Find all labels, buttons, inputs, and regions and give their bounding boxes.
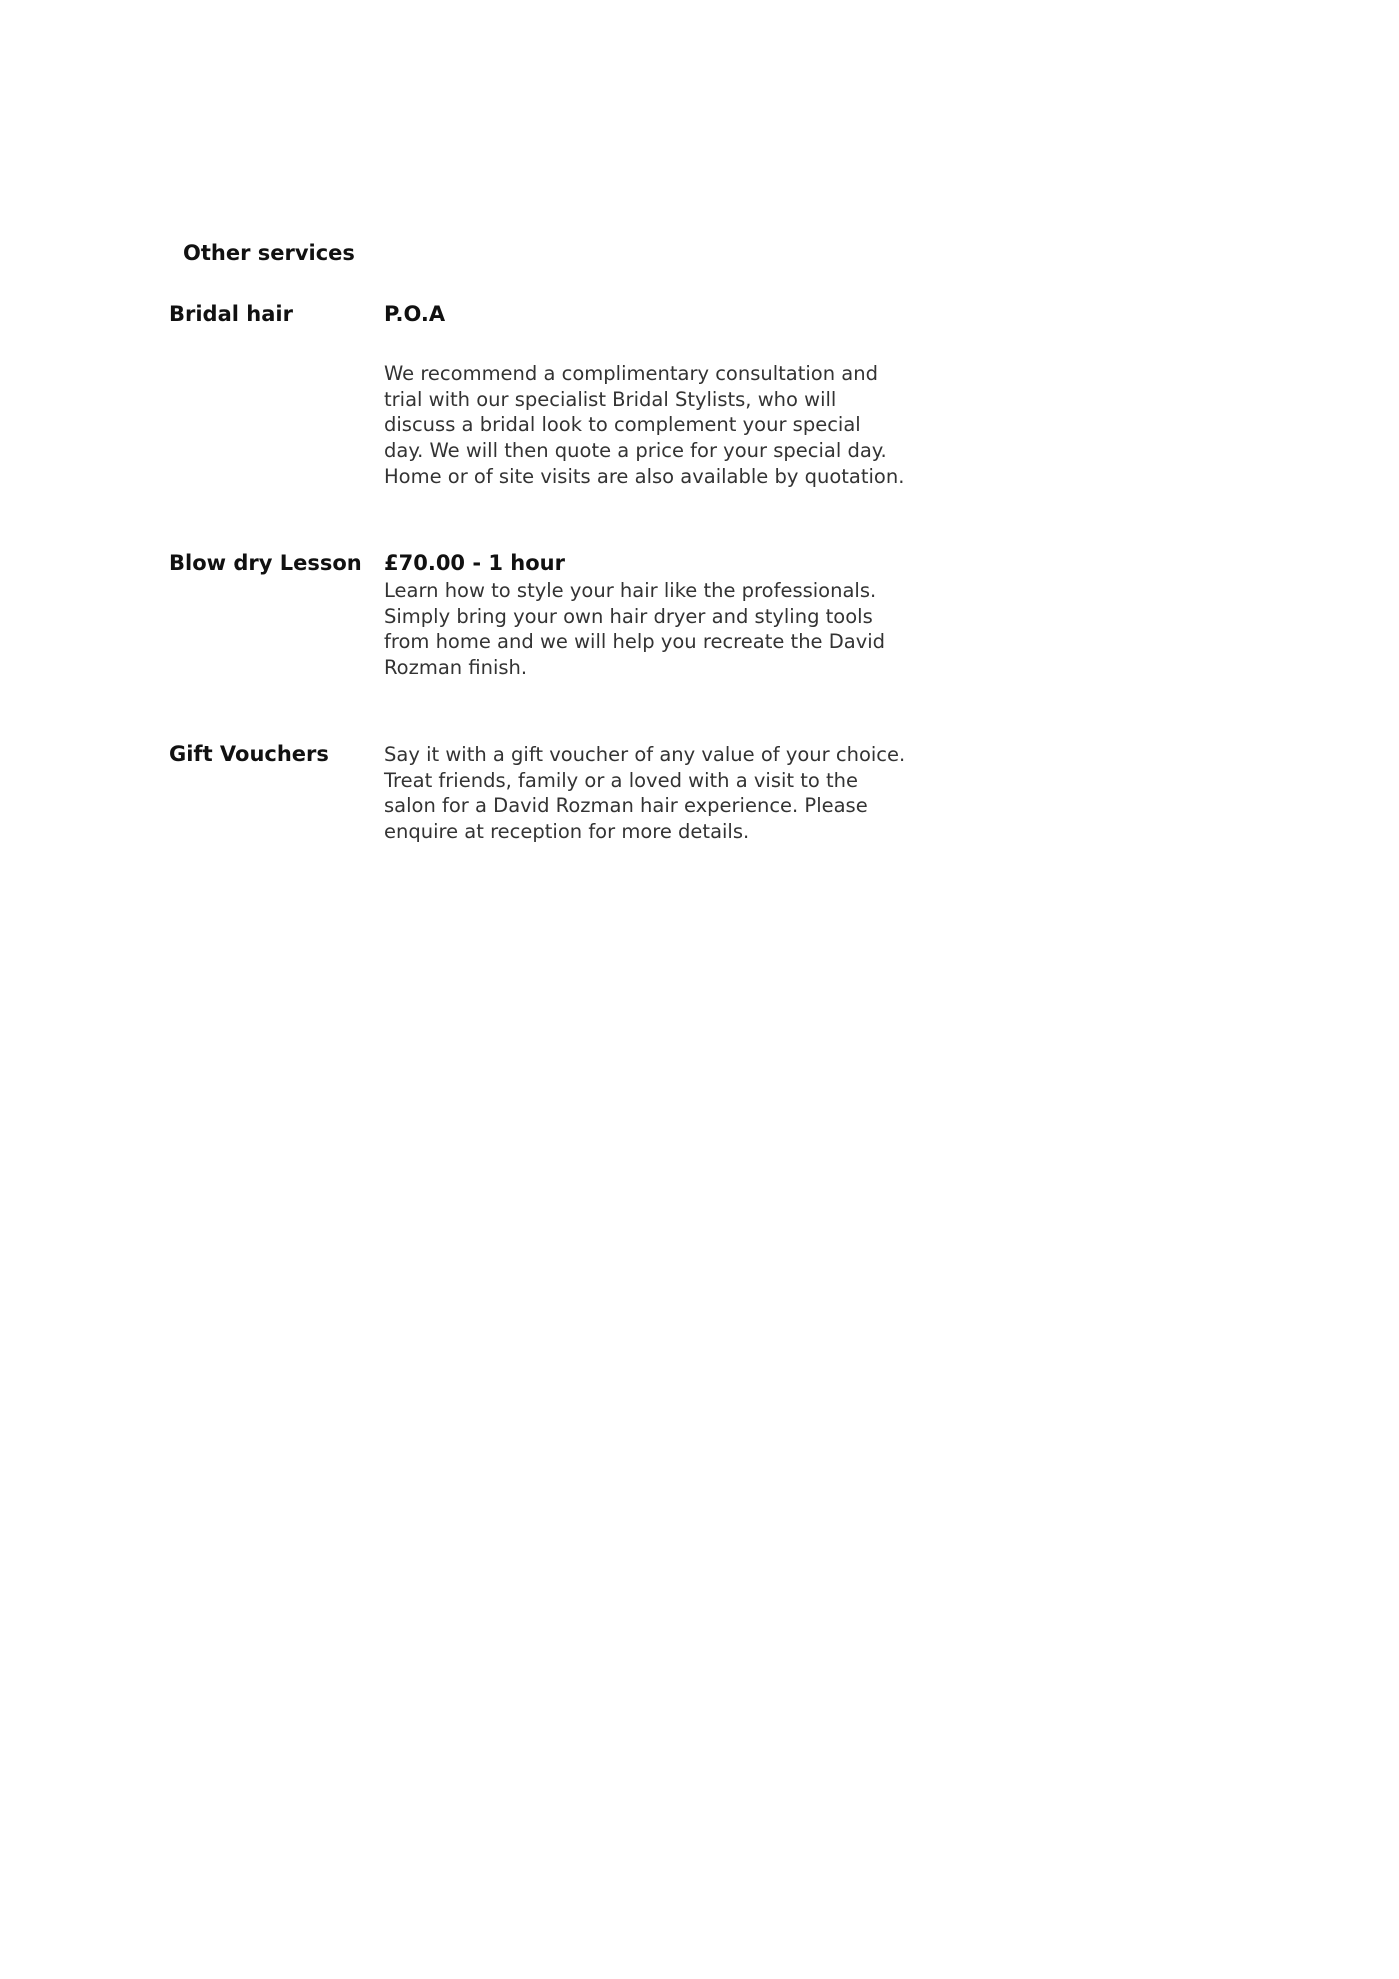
service-name: Blow dry Lesson: [169, 551, 362, 575]
description-line: We recommend a complimentary consultation and: [384, 362, 878, 385]
description-line: Treat friends, family or a loved with a visit to the: [384, 768, 859, 792]
service-detail: [384, 299, 984, 490]
service-price: £70.00 - 1 hour: [384, 551, 565, 575]
description-line: Rozman finish.: [384, 656, 528, 680]
description-line: Say it with a gift voucher of any value of your choice.: [384, 743, 906, 766]
service-name: Gift Vouchers: [169, 742, 329, 766]
description-line: salon for a David Rozman hair experience. Please: [384, 794, 868, 818]
description-line: Home or of site visits are also available by quotation.: [384, 464, 905, 488]
description-line: day. We will then quote a price for your special day.: [384, 439, 887, 463]
description-line: discuss a bridal look to complement your special: [384, 413, 861, 437]
description-line: Simply bring your own hair dryer and styling tools: [384, 604, 873, 628]
description-line: from home and we will help you recreate the David: [384, 630, 886, 654]
service-price: P.O.A: [384, 302, 446, 326]
service-description: [384, 578, 984, 681]
description-line: trial with our specialist Bridal Stylists, who will: [384, 387, 837, 411]
description-line: enquire at reception for more details.: [384, 820, 750, 844]
section-heading: Other services: [183, 241, 355, 265]
service-detail: [384, 739, 984, 845]
service-name: Bridal hair: [169, 302, 293, 326]
service-detail: [384, 548, 984, 681]
service-description: [384, 361, 984, 490]
service-description: [384, 739, 984, 845]
description-line: Learn how to style your hair like the professionals.: [384, 579, 877, 602]
